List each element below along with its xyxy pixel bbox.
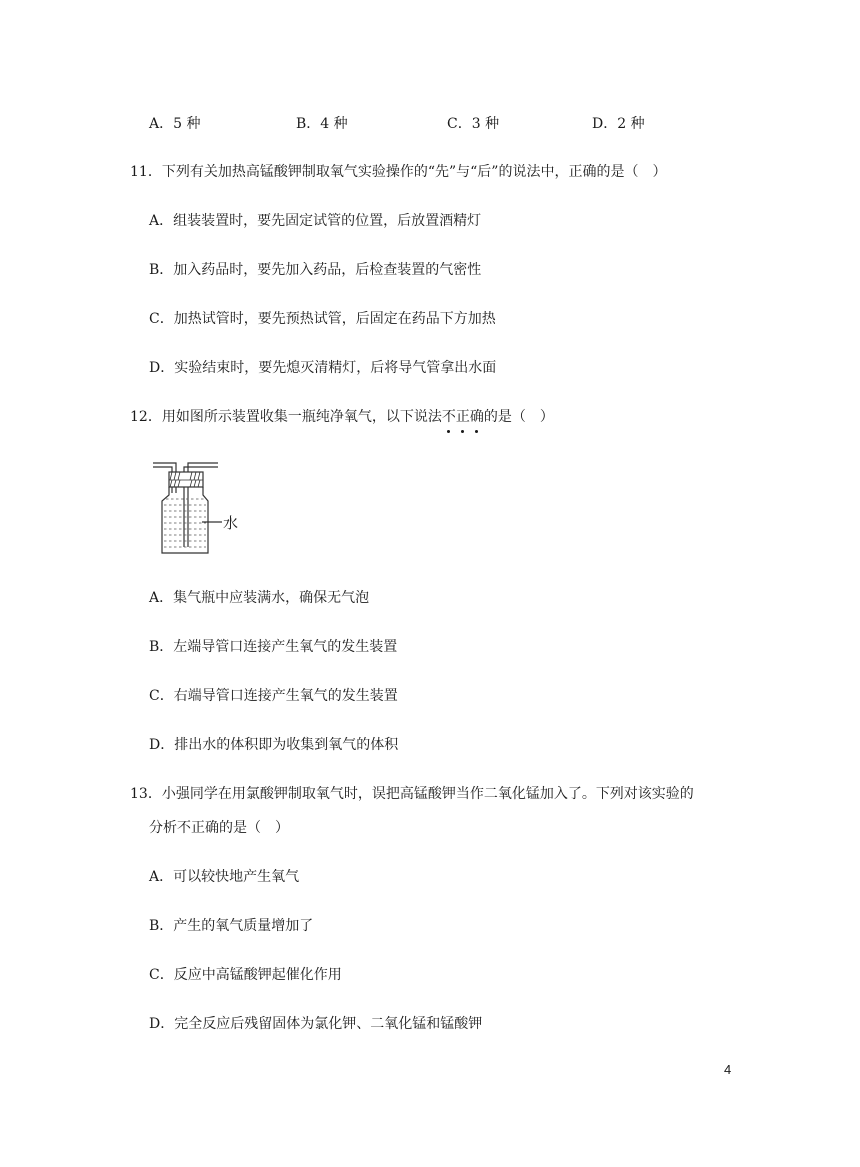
q13-option-a: A．可以较快地产生氧气	[149, 869, 300, 885]
q13-option-b: B．产生的氧气质量增加了	[149, 918, 314, 934]
q11-option-c: C．加热试管时，要先预热试管，后固定在药品下方加热	[149, 311, 496, 327]
q10-option-c: C．3 种	[447, 116, 500, 132]
q12-emphasis-char: 正	[455, 409, 470, 425]
gas-bottle-diagram	[150, 455, 250, 559]
q11-option-b: B．加入药品时，要先加入药品，后检查装置的气密性	[149, 262, 482, 278]
q12-stem-text-end: 的是（ ）	[483, 409, 554, 425]
q13-option-c: C．反应中高锰酸钾起催化作用	[149, 967, 342, 983]
q13-stem-line1: 13．小强同学在用氯酸钾制取氧气时，误把高锰酸钾当作二氧化锰加入了。下列对该实验的	[130, 786, 694, 802]
q13-option-d: D．完全反应后残留固体为氯化钾、二氧化锰和锰酸钾	[149, 1016, 483, 1032]
q12-option-d: D．排出水的体积即为收集到氧气的体积	[149, 737, 399, 753]
q10-option-d: D．2 种	[592, 116, 645, 132]
q12-emphasis-char: 不	[441, 409, 456, 425]
q11-stem: 11．下列有关加热高锰酸钾制取氧气实验操作的“先”与“后”的说法中，正确的是（ ）	[130, 164, 667, 180]
q10-option-a: A．5 种	[149, 116, 201, 132]
water-label: 水	[223, 514, 239, 532]
q12-emphasis-char: 确	[469, 409, 484, 425]
q12-stem	[130, 407, 554, 427]
page-number: 4	[724, 1062, 732, 1077]
q10-option-b: B．4 种	[296, 116, 348, 132]
q11-option-a: A．组装装置时，要先固定试管的位置，后放置酒精灯	[149, 213, 482, 229]
q12-option-c: C．右端导管口连接产生氧气的发生装置	[149, 688, 398, 704]
q12-stem-text: 12．用如图所示装置收集一瓶纯净氧气，以下说法	[130, 409, 442, 425]
q12-option-a: A．集气瓶中应装满水，确保无气泡	[149, 590, 370, 606]
q11-option-d: D．实验结束时，要先熄灭清精灯，后将导气管拿出水面	[149, 360, 497, 376]
q13-stem-line2: 分析不正确的是（ ）	[149, 820, 289, 836]
gas-collection-bottle-figure	[150, 455, 250, 559]
q12-option-b: B．左端导管口连接产生氧气的发生装置	[149, 639, 398, 655]
